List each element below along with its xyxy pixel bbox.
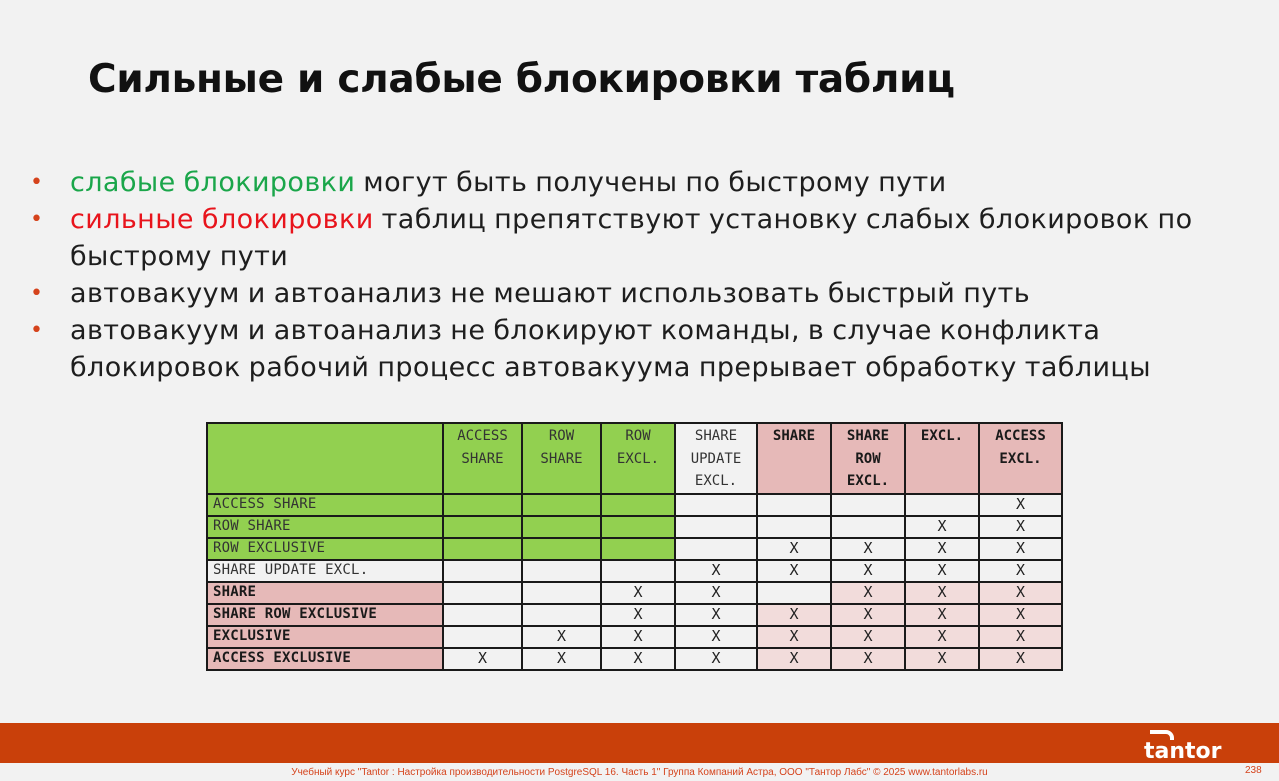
conflict-cell	[601, 516, 675, 538]
conflict-cell: X	[979, 538, 1062, 560]
conflict-cell: X	[675, 626, 757, 648]
conflict-cell: X	[675, 604, 757, 626]
conflict-cell: X	[831, 604, 905, 626]
row-header: SHARE ROW EXCLUSIVE	[207, 604, 443, 626]
conflict-cell	[675, 516, 757, 538]
conflict-cell: X	[979, 494, 1062, 516]
conflict-cell: X	[905, 516, 979, 538]
bullet-list	[30, 164, 1260, 386]
conflict-cell: X	[905, 648, 979, 670]
conflict-cell: X	[757, 538, 831, 560]
bullet-text: автовакуум и автоанализ не блокируют команды, в случае конфликта блокировок рабочий процесс автовакуума прерывает обработку таблицы	[70, 315, 1151, 383]
table-row	[207, 626, 1062, 648]
conflict-cell	[443, 538, 522, 560]
column-header: EXCL.	[905, 423, 979, 494]
conflict-cell	[601, 560, 675, 582]
bullet-dot-icon: •	[30, 281, 44, 306]
bullet-item	[30, 312, 1260, 386]
table-row	[207, 516, 1062, 538]
conflict-cell	[443, 582, 522, 604]
column-header: SHARE UPDATE EXCL.	[675, 423, 757, 494]
bullet-dot-icon: •	[30, 207, 44, 232]
bullet-text: автовакуум и автоанализ не мешают использовать быстрый путь	[70, 278, 1031, 309]
conflict-cell: X	[831, 538, 905, 560]
conflict-cell	[601, 538, 675, 560]
conflict-cell: X	[757, 626, 831, 648]
row-header: ROW EXCLUSIVE	[207, 538, 443, 560]
bullet-dot-icon: •	[30, 318, 44, 343]
conflict-cell: X	[522, 626, 601, 648]
conflict-cell: X	[979, 648, 1062, 670]
table-row	[207, 494, 1062, 516]
footer-bar	[0, 723, 1279, 763]
conflict-cell: X	[757, 604, 831, 626]
bullet-item	[30, 275, 1260, 312]
conflict-cell: X	[675, 648, 757, 670]
conflict-cell	[443, 494, 522, 516]
corner-cell	[207, 423, 443, 494]
conflict-cell	[522, 538, 601, 560]
conflict-cell	[522, 494, 601, 516]
conflict-cell: X	[601, 604, 675, 626]
bullet-highlight-weak: слабые блокировки	[70, 167, 356, 198]
conflict-cell	[443, 560, 522, 582]
tantor-logo-icon	[1142, 726, 1234, 762]
column-header: SHARE	[757, 423, 831, 494]
bullet-text: таблиц препятствуют установку слабых блокировок по быстрому пути	[70, 204, 1193, 272]
table-header-row	[207, 423, 1062, 494]
table-row	[207, 604, 1062, 626]
conflict-cell	[443, 626, 522, 648]
column-header: ACCESS SHARE	[443, 423, 522, 494]
conflict-cell: X	[831, 648, 905, 670]
table-row	[207, 582, 1062, 604]
page-number: 238	[1245, 765, 1262, 776]
conflict-cell: X	[831, 626, 905, 648]
conflict-cell: X	[601, 626, 675, 648]
conflict-cell	[443, 516, 522, 538]
bullet-item	[30, 201, 1260, 275]
footer-text: Учебный курс "Tantor : Настройка производительности PostgreSQL 16. Часть 1" Группа Компаний Астра, ООО "Тантор Лабс" © 2025 www.tantorlabs.ru	[291, 767, 988, 778]
conflict-cell: X	[905, 560, 979, 582]
lock-conflict-table	[206, 422, 1063, 671]
conflict-cell: X	[443, 648, 522, 670]
conflict-cell	[443, 604, 522, 626]
conflict-cell	[522, 516, 601, 538]
conflict-cell	[757, 516, 831, 538]
conflict-cell: X	[601, 582, 675, 604]
conflict-cell: X	[979, 626, 1062, 648]
conflict-cell	[601, 494, 675, 516]
row-header: ACCESS EXCLUSIVE	[207, 648, 443, 670]
conflict-cell	[905, 494, 979, 516]
conflict-cell: X	[979, 582, 1062, 604]
conflict-cell: X	[831, 560, 905, 582]
conflict-cell: X	[757, 560, 831, 582]
conflict-cell	[831, 516, 905, 538]
conflict-cell	[757, 582, 831, 604]
row-header: ACCESS SHARE	[207, 494, 443, 516]
conflict-cell	[831, 494, 905, 516]
conflict-cell: X	[601, 648, 675, 670]
conflict-cell: X	[905, 582, 979, 604]
column-header: ACCESS EXCL.	[979, 423, 1062, 494]
row-header: ROW SHARE	[207, 516, 443, 538]
bullet-highlight-strong: сильные блокировки	[70, 204, 374, 235]
conflict-cell: X	[675, 560, 757, 582]
conflict-cell	[757, 494, 831, 516]
column-header: ROW SHARE	[522, 423, 601, 494]
conflict-cell: X	[979, 560, 1062, 582]
bullet-item	[30, 164, 1260, 201]
row-header: EXCLUSIVE	[207, 626, 443, 648]
conflict-cell: X	[675, 582, 757, 604]
row-header: SHARE	[207, 582, 443, 604]
column-header: SHARE ROW EXCL.	[831, 423, 905, 494]
conflict-cell: X	[522, 648, 601, 670]
conflict-cell	[675, 494, 757, 516]
logo-text: tantor	[1144, 739, 1222, 762]
column-header: ROW EXCL.	[601, 423, 675, 494]
conflict-cell	[522, 604, 601, 626]
conflict-cell: X	[831, 582, 905, 604]
conflict-cell	[522, 560, 601, 582]
table-row	[207, 560, 1062, 582]
conflict-cell	[522, 582, 601, 604]
conflict-cell: X	[757, 648, 831, 670]
conflict-cell: X	[979, 604, 1062, 626]
conflict-cell: X	[979, 516, 1062, 538]
bullet-text: могут быть получены по быстрому пути	[355, 167, 947, 198]
conflict-cell: X	[905, 626, 979, 648]
conflict-cell: X	[905, 538, 979, 560]
slide-title: Сильные и слабые блокировки таблиц	[88, 57, 955, 102]
bullet-dot-icon: •	[30, 170, 44, 195]
conflict-cell	[675, 538, 757, 560]
table-row	[207, 538, 1062, 560]
table-row	[207, 648, 1062, 670]
row-header: SHARE UPDATE EXCL.	[207, 560, 443, 582]
conflict-cell: X	[905, 604, 979, 626]
